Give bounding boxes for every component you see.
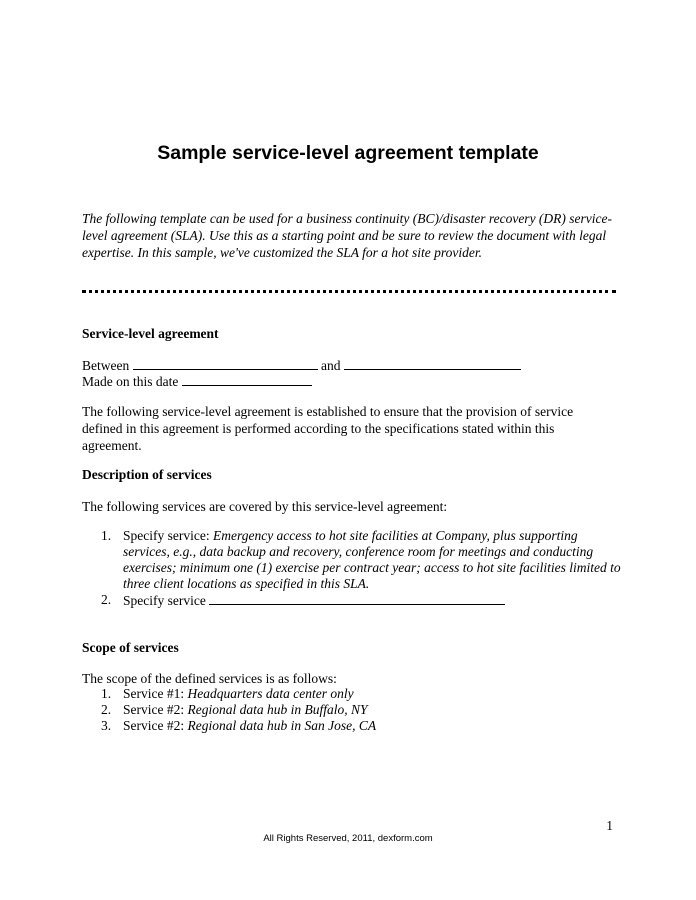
list-item-detail: Headquarters data center only [187, 686, 354, 701]
intro-paragraph: The following template can be used for a business continuity (BC)/disaster recovery (DR) service-level agreement (SLA). Use this as a starting point and be sure to review the document with legal expertise. In this sample, we've customized the SLA for a hot site provider. [82, 211, 613, 260]
list-item-label: Service #2: [123, 702, 188, 717]
list-item-number: 2. [101, 702, 112, 717]
first-party-blank[interactable] [133, 357, 318, 370]
list-item-number: 2. [101, 592, 112, 607]
list-item [82, 592, 622, 609]
description-intro: The following services are covered by this service-level agreement: [82, 499, 448, 514]
scope-heading: Scope of services [82, 640, 179, 655]
made-on-label: Made on this date [82, 374, 179, 389]
list-item-label: Service #1: [123, 686, 188, 701]
scope-list [82, 686, 622, 734]
list-item-number: 1. [101, 528, 112, 543]
description-heading: Description of services [82, 467, 212, 482]
list-item-detail: Emergency access to hot site facilities at Company, plus supporting services, e.g., data backup and recovery, conference room for meetings and conducting exercises; minimum one (1) exercise per contract year; access to hot site facilities limited to three client locations as specified in this SLA. [123, 528, 621, 591]
and-label: and [320, 358, 341, 373]
service-blank[interactable] [209, 592, 505, 605]
services-list [82, 528, 622, 609]
page-number: 1 [606, 818, 613, 833]
list-item-label: Service #2: [123, 718, 188, 733]
list-item-label: Specify service: [123, 528, 213, 543]
list-item [82, 702, 622, 718]
list-item-label: Specify service [123, 593, 210, 608]
footer-copyright: All Rights Reserved, 2011, dexform.com [263, 833, 433, 844]
page-title: Sample service-level agreement template [157, 142, 539, 164]
scope-intro: The scope of the defined services is as follows: [82, 671, 337, 686]
dotted-divider [82, 290, 616, 293]
between-label: Between [82, 358, 130, 373]
list-item [82, 718, 622, 734]
second-party-blank[interactable] [344, 357, 521, 370]
agreement-heading: Service-level agreement [82, 326, 219, 341]
between-line [82, 357, 521, 374]
date-blank[interactable] [182, 373, 312, 386]
list-item [82, 686, 622, 702]
list-item-detail: Regional data hub in Buffalo, NY [187, 702, 368, 717]
list-item-number: 3. [101, 718, 112, 733]
list-item [82, 528, 622, 592]
made-on-line [82, 373, 312, 390]
agreement-paragraph: The following service-level agreement is established to ensure that the provision of service defined in this agreement is performed according to the specifications stated within this agreement. [82, 404, 574, 453]
list-item-number: 1. [101, 686, 112, 701]
list-item-detail: Regional data hub in San Jose, CA [187, 718, 377, 733]
